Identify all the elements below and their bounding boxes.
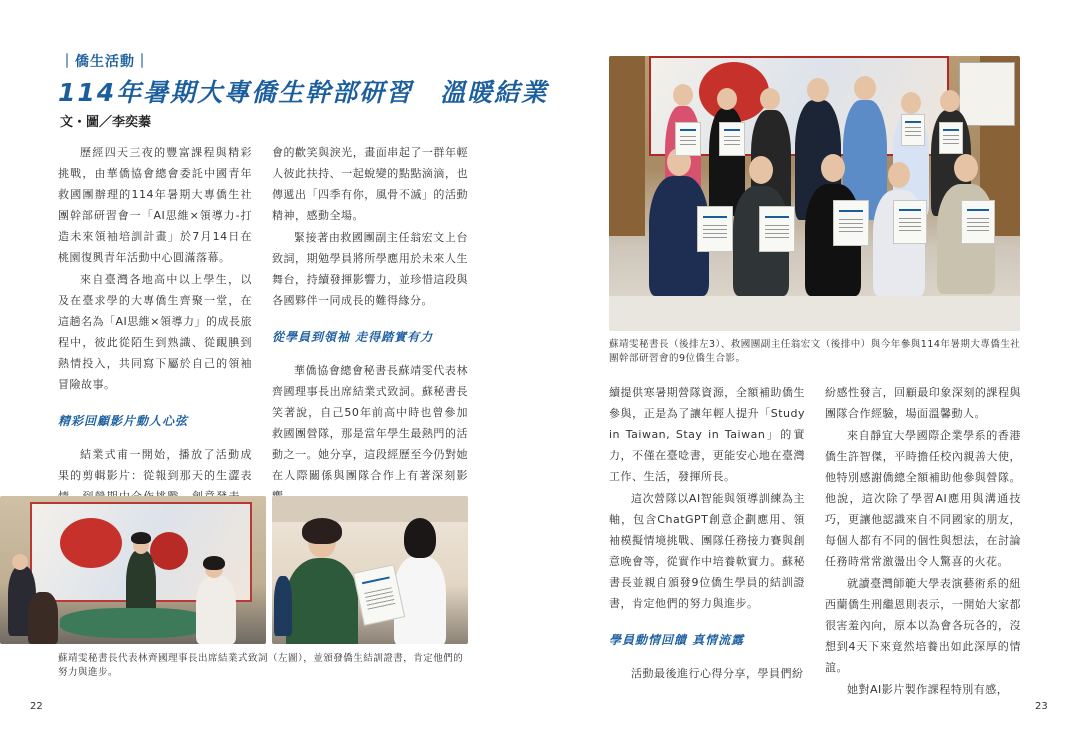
photo-caption-right: 蘇靖雯秘書長（後排左3）、救國團副主任翁宏文（後排中）與今年參與114年暑期大專僑生社團幹部研習會的9位僑生合影。 (609, 339, 1021, 364)
subheading: 學員動情回饋 真情流露 (609, 633, 745, 647)
paragraph: 來自靜宜大學國際企業學系的香港僑生許智傑，平時擔任校內親善大使，他特別感謝僑總全額補助他參與營隊。他說，這次除了學習AI應用與溝通技巧，更讓他認識來自不同國家的朋友，每個人都有不同的個性與想法，在討論任務時常常激盪出令人驚喜的火花。 (825, 429, 1021, 568)
column-2 (272, 142, 468, 530)
paragraph: 紛感性發言，回顧最印象深刻的課程與團隊合作經驗，場面溫馨動人。 (825, 386, 1021, 420)
page-number-left: 22 (30, 701, 43, 712)
photo-certificate-presentation (272, 496, 468, 644)
paragraph: 結業式甫一開始，播放了活動成果的剪輯影片：從報到那天的生澀表 (58, 448, 252, 482)
subheading: 精彩回顧影片動人心弦 (58, 414, 189, 428)
paragraph: 就讀臺灣師範大學表演藝術系的紐西蘭僑生刑繼恩則表示，一開始大家都很害羞內向，原本以為會各玩各的，沒想到4天下來竟然培養出如此深厚的情誼。 (825, 577, 1021, 674)
byline: 文・圖／李奕蓁 (60, 115, 152, 130)
section-kicker: ｜僑生活動｜ (60, 54, 150, 70)
paragraph: 她對AI影片製作課程特別有感， (847, 683, 1009, 696)
paragraph: 續提供寒暑期營隊資源，全額補助僑生參與，正是為了讓年輕人提升「Study in Taiwan, Stay in Taiwan」的實力，不僅在臺唸書，更能安心地在臺灣工作、生活，發揮所長。 (609, 386, 805, 483)
column-3 (609, 382, 805, 685)
paragraph: 華僑協會總會秘書長蘇靖雯代表林齊國理事長出席結業式致詞。蘇秘書長笑著說，自己50年前高中時也曾參加救國團營隊，那是當年學生最熱門的活動之一。她分享，這段經歷至今仍對她在人際關係與團隊合作上有著深刻影 (272, 364, 468, 482)
column-1 (58, 142, 252, 529)
subheading: 從學員到領袖 走得踏實有力 (272, 330, 434, 344)
column-4 (825, 382, 1021, 701)
paragraph: 活動最後進行心得分享，學員們紛 (631, 667, 804, 680)
paragraph: 這次營隊以AI智能與領導訓練為主軸，包含ChatGPT創意企劃應用、領袖模擬情境挑戰、團隊任務接力賽與創意晚會等，從實作中培養軟實力。蘇秘書長並親自頒發9位僑生學員的結訓證書，肯定他們的努力與進步。 (609, 492, 805, 610)
photo-ceremony-speech (0, 496, 266, 644)
paragraph: 來自臺灣各地高中以上學生，以及在臺求學的大專僑生齊聚一堂，在這趟名為「AI思維×領導力」的成長旅程中，彼此從陌生到熟識、從靦腆到熱情投入，共同寫下屬於自己的領袖冒險故事。 (58, 273, 252, 391)
page-number-right: 23 (1035, 701, 1048, 712)
article-headline: 114年暑期大專僑生幹部研習 溫暖結業 (58, 78, 549, 107)
paragraph: 歷經四天三夜的豐富課程與精彩挑戰，由華僑協會總會委託中國青年救國團辦理的114年暑期大專僑生社團幹部研習會一「AI思維×領導力-打造未來領袖培訓計畫」於7月14日在桃園復興青年活動中心圓滿落幕。 (58, 146, 252, 264)
photo-caption-left: 蘇靖雯秘書長代表林齊國理事長出席結業式致詞（左圖），並頒發僑生結訓證書，肯定他們的努力與進步。 (58, 653, 464, 678)
paragraph: 緊接著由救國團副主任翁宏文上台致詞，期勉學員將所學應用於未來人生舞台，持續發揮影響力，並珍惜這段與各國夥伴一同成長的難得緣分。 (272, 231, 468, 307)
photo-group (609, 56, 1020, 331)
paragraph: 會的歡笑與淚光，畫面串起了一群年輕人彼此扶持、一起蛻變的點點滴滴，也傳遞出「四季有你，風骨不滅」的活動精神，感動全場。 (272, 146, 468, 222)
